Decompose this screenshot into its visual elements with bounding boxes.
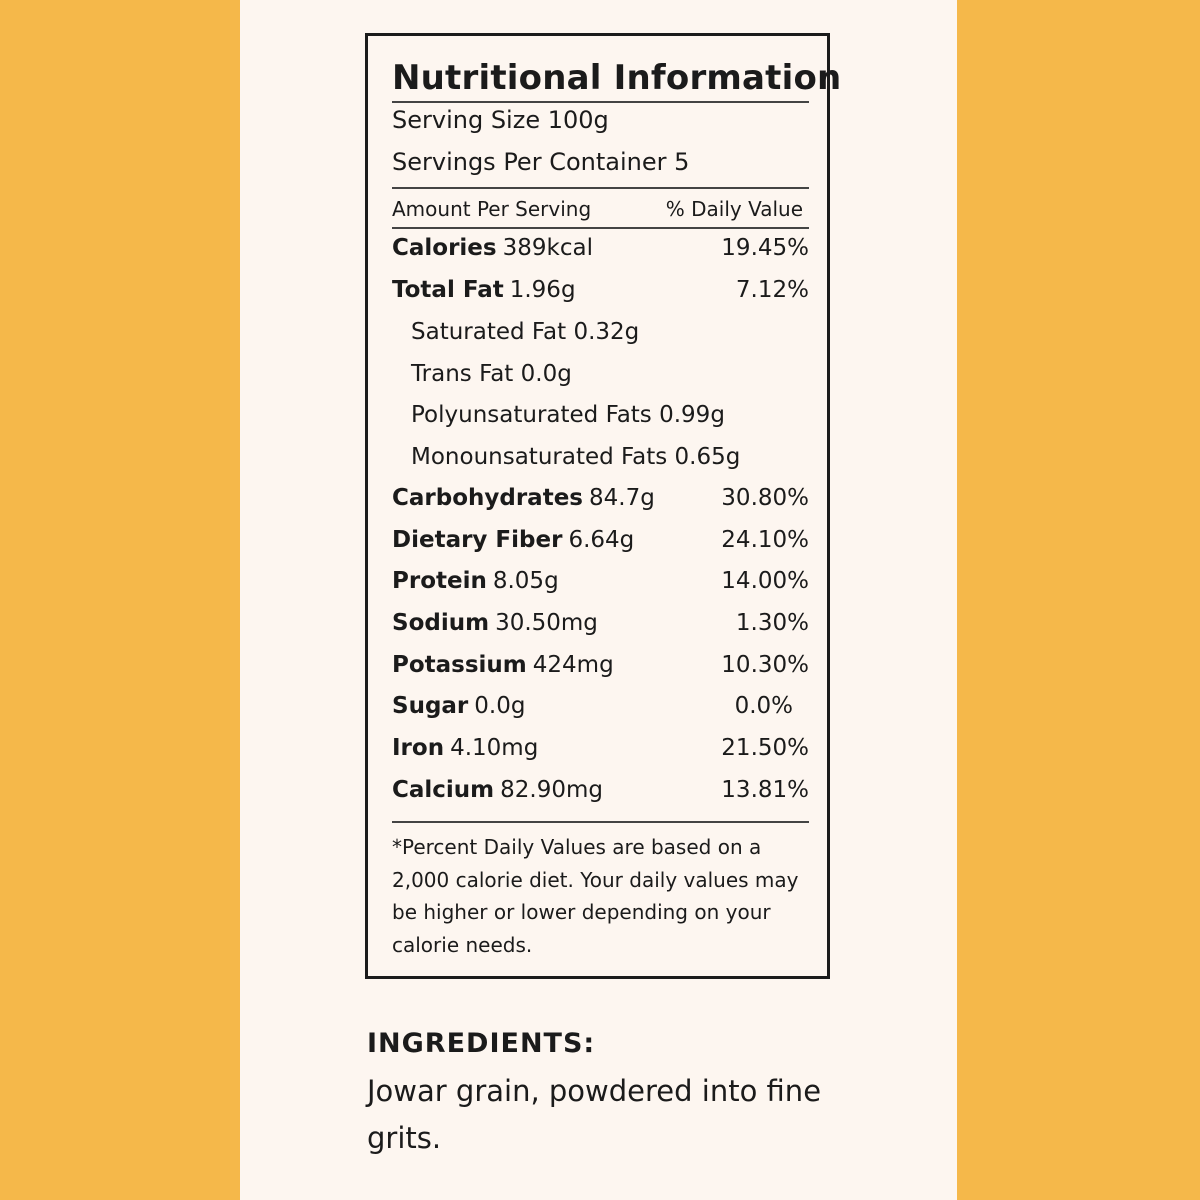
nutrient-amount: 1.96g bbox=[509, 277, 576, 303]
sub-nutrient-saturated-fat: Saturated Fat 0.32g bbox=[411, 319, 640, 345]
nutrient-daily-value: 1.30% bbox=[735, 610, 809, 636]
nutrient-row-carbohydrates bbox=[392, 485, 809, 515]
divider bbox=[392, 101, 809, 103]
nutrient-amount: 8.05g bbox=[492, 568, 559, 594]
nutrient-row-dietary-fiber bbox=[392, 527, 809, 557]
nutrient-row-sugar bbox=[392, 693, 809, 723]
nutrient-amount: 389kcal bbox=[502, 235, 593, 261]
nutrient-daily-value: 13.81% bbox=[721, 777, 809, 803]
nutrition-label bbox=[365, 33, 842, 979]
nutrient-daily-value: 14.00% bbox=[721, 568, 809, 594]
nutrient-name: Total Fat bbox=[392, 277, 504, 303]
nutrient-amount: 82.90mg bbox=[500, 777, 604, 803]
nutrient-row-total-fat bbox=[392, 277, 809, 307]
nutrient-daily-value: 7.12% bbox=[735, 277, 809, 303]
nutrient-amount: 30.50mg bbox=[495, 610, 598, 636]
nutrient-amount: 424mg bbox=[532, 652, 614, 678]
divider bbox=[392, 187, 809, 189]
nutrient-name: Calcium bbox=[392, 777, 495, 803]
daily-value-footnote: *Percent Daily Values are based on a 2,000 calorie diet. Your daily values may be higher or lower depending on your calorie needs. bbox=[392, 835, 799, 957]
nutrient-row-iron bbox=[392, 735, 809, 765]
nutrient-row-potassium bbox=[392, 652, 809, 682]
nutrient-daily-value: 30.80% bbox=[721, 485, 809, 511]
nutrient-daily-value: 19.45% bbox=[721, 235, 809, 261]
nutrient-daily-value: 21.50% bbox=[721, 735, 809, 761]
content-panel bbox=[240, 0, 957, 1200]
nutrient-row-protein bbox=[392, 568, 809, 598]
nutrient-amount: 6.64g bbox=[568, 527, 635, 553]
nutrient-daily-value: 0.0% bbox=[734, 693, 793, 719]
nutrient-name: Potassium bbox=[392, 652, 527, 678]
nutrient-name: Calories bbox=[392, 235, 497, 261]
amount-per-serving-header: Amount Per Serving bbox=[392, 197, 592, 221]
sub-nutrient-trans-fat: Trans Fat 0.0g bbox=[411, 361, 572, 387]
sub-nutrient-polyunsaturated-fats: Polyunsaturated Fats 0.99g bbox=[411, 402, 725, 428]
nutrient-name: Iron bbox=[392, 735, 445, 761]
sub-nutrient-monounsaturated-fats: Monounsaturated Fats 0.65g bbox=[411, 444, 741, 470]
nutrient-amount: 0.0g bbox=[474, 693, 526, 719]
nutrient-amount: 84.7g bbox=[589, 485, 655, 511]
ingredients-title: INGREDIENTS: bbox=[367, 1028, 596, 1059]
nutrient-name: Carbohydrates bbox=[392, 485, 583, 511]
nutrient-name: Sodium bbox=[392, 610, 490, 636]
nutrition-title: Nutritional Information bbox=[392, 58, 842, 98]
nutrient-daily-value: 24.10% bbox=[721, 527, 809, 553]
daily-value-header: % Daily Value bbox=[665, 197, 803, 221]
divider bbox=[392, 227, 809, 229]
servings-per-container: Servings Per Container 5 bbox=[392, 148, 690, 176]
serving-size: Serving Size 100g bbox=[392, 106, 609, 134]
nutrient-daily-value: 10.30% bbox=[721, 652, 809, 678]
nutrient-name: Sugar bbox=[392, 693, 469, 719]
nutrient-name: Protein bbox=[392, 568, 487, 594]
nutrient-row-sodium bbox=[392, 610, 809, 640]
nutrient-row-calcium bbox=[392, 777, 809, 807]
nutrient-amount: 4.10mg bbox=[450, 735, 539, 761]
nutrient-row-calories bbox=[392, 235, 809, 265]
divider bbox=[392, 821, 809, 823]
nutrient-name: Dietary Fiber bbox=[392, 527, 563, 553]
ingredients-text: Jowar grain, powdered into fine grits. bbox=[367, 1074, 822, 1155]
